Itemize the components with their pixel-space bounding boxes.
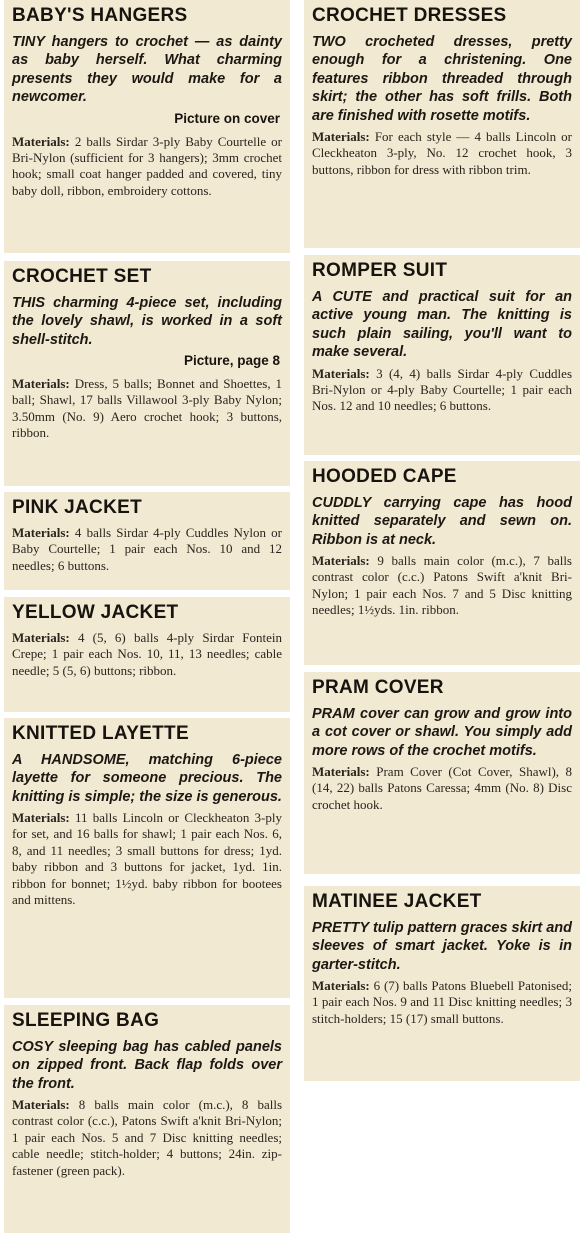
materials-text <box>12 525 282 574</box>
materials-label: Materials: <box>12 1097 70 1113</box>
card-yellow-jacket <box>4 597 290 712</box>
materials-text <box>12 1097 282 1179</box>
card-pink-jacket <box>4 492 290 590</box>
card-title: KNITTED LAYETTE <box>12 723 189 744</box>
card-intro: CUDDLY carrying cape has hood knitted separately and sewn on. Ribbon is at neck. <box>312 494 572 548</box>
materials-label: Materials: <box>12 810 70 826</box>
card-babys-hangers <box>4 0 290 253</box>
materials-label: Materials: <box>312 553 370 569</box>
card-intro: A HANDSOME, matching 6-piece layette for someone precious. The knitting is simple; the size is generous. <box>12 751 282 805</box>
materials-label: Materials: <box>12 629 70 645</box>
card-intro: COSY sleeping bag has cabled panels on zipped front. Back flap folds over the front. <box>12 1038 282 1092</box>
card-intro: PRAM cover can grow and grow into a cot cover or shawl. You simply add more rows of the crochet motifs. <box>312 705 572 759</box>
materials-text <box>312 978 572 1027</box>
materials-label: Materials: <box>12 376 70 392</box>
card-title: PINK JACKET <box>12 497 142 518</box>
card-title: BABY'S HANGERS <box>12 5 188 26</box>
card-title: HOODED CAPE <box>312 466 457 487</box>
materials-text <box>12 134 282 200</box>
materials-list: 4 (5, 6) balls 4-ply Sirdar Fontein Crepe; 1 pair each Nos. 10, 11, 13 needles; cable needle; 5 (5, 6) buttons; ribbon. <box>12 629 283 678</box>
materials-label: Materials: <box>312 128 370 144</box>
card-sleeping-bag <box>4 1005 290 1233</box>
picture-reference: Picture on cover <box>174 110 280 126</box>
card-title: SLEEPING BAG <box>12 1010 160 1031</box>
materials-text <box>312 129 572 178</box>
card-intro: TWO crocheted dresses, pretty enough for a christening. One features ribbon threaded through skirt; the other has soft frills. Both are finished with rosette motifs. <box>312 33 572 124</box>
card-romper-suit <box>304 255 580 455</box>
materials-label: Materials: <box>12 133 70 149</box>
card-title: ROMPER SUIT <box>312 260 448 281</box>
materials-list: 4 balls Sirdar 4-ply Cuddles Nylon or Baby Courtelle; 1 pair each Nos. 10 and 12 needles; 6 buttons. <box>12 524 282 573</box>
materials-list: Dress, 5 balls; Bonnet and Shoettes, 1 ball; Shawl, 17 balls Villawool 3-ply Baby Nylon; 3.50mm (No. 9) Aero crochet hook; 3 buttons, ribbon. <box>12 376 283 441</box>
card-intro: PRETTY tulip pattern graces skirt and sleeves of smart jacket. Yoke is in garter-stitch. <box>312 919 572 973</box>
materials-text <box>12 810 282 908</box>
materials-text <box>12 630 282 679</box>
card-intro: TINY hangers to crochet — as dainty as baby herself. What charming presents they would make for a newcomer. <box>12 33 282 106</box>
materials-list: For each style — 4 balls Lincoln or Cleckheaton 3-ply, No. 12 crochet hook, 3 buttons, ribbon for dress with ribbon trim. <box>312 128 572 177</box>
materials-list: 8 balls main color (m.c.), 8 balls contrast color (c.c.), Patons Swift a'knit Bri-Nylon; 1 pair each Nos. 5 and 7 Disc knitting needles; cable needle; stitch-holder; 4 buttons; 24in. zip-fastener (green pack). <box>12 1097 283 1178</box>
card-matinee-jacket <box>304 886 580 1081</box>
materials-list: 6 (7) balls Patons Bluebell Patonised; 1 pair each Nos. 9 and 11 Disc knitting needles; 3 stitch-holders; 15 (17) small buttons. <box>312 978 573 1026</box>
materials-list: Pram Cover (Cot Cover, Shawl), 8 (14, 22) balls Patons Caressa; 4mm (No. 8) Disc crochet hook. <box>312 764 573 812</box>
materials-text <box>12 376 282 442</box>
card-intro: THIS charming 4-piece set, including the lovely shawl, is worked in a soft shell-stitch. <box>12 294 282 348</box>
card-hooded-cape <box>304 461 580 665</box>
card-crochet-set <box>4 261 290 486</box>
card-title: CROCHET SET <box>12 266 152 287</box>
picture-reference: Picture, page 8 <box>183 353 280 369</box>
materials-text <box>312 764 572 813</box>
card-intro: A CUTE and practical suit for an active young man. The knitting is such plain sailing, you'll want to make several. <box>312 288 572 361</box>
materials-label: Materials: <box>312 978 370 994</box>
materials-label: Materials: <box>312 764 370 780</box>
materials-list: 2 balls Sirdar 3-ply Baby Courtelle or Bri-Nylon (sufficient for 3 hangers); 3mm crochet hook; small coat hanger padded and covered, tiny baby doll, ribbon, embroidery cottons. <box>12 133 282 198</box>
card-pram-cover <box>304 672 580 874</box>
materials-list: 3 (4, 4) balls Sirdar 4-ply Cuddles Bri-Nylon or 4-ply Baby Courtelle; 1 pair each Nos. 12 and 10 needles; 6 buttons. <box>312 365 572 414</box>
card-title: MATINEE JACKET <box>312 891 482 912</box>
card-title: YELLOW JACKET <box>12 602 179 623</box>
card-crochet-dresses <box>304 0 580 248</box>
card-title: CROCHET DRESSES <box>312 5 507 26</box>
card-knitted-layette <box>4 718 290 998</box>
materials-list: 9 balls main color (m.c.), 7 balls contrast color (c.c.) Patons Swift a'knit Bri-Nylon; 1 pair each Nos. 7 and 5 Disc knitting needles; 1½yds. 1in. ribbon. <box>312 553 572 618</box>
materials-text <box>312 366 572 415</box>
materials-list: 11 balls Lincoln or Cleckheaton 3-ply for set, and 16 balls for shawl; 1 pair each Nos. 6, 8, and 11 needles; 3 small buttons for dress; 1yd. baby ribbon and 3 buttons for jacket, 1yd. 1in. ribbon for bonnet; 1½yd. baby ribbon for bootees and mittens. <box>12 810 283 907</box>
materials-label: Materials: <box>312 365 370 381</box>
materials-text <box>312 553 572 619</box>
card-title: PRAM COVER <box>312 677 444 698</box>
materials-label: Materials: <box>12 524 70 540</box>
